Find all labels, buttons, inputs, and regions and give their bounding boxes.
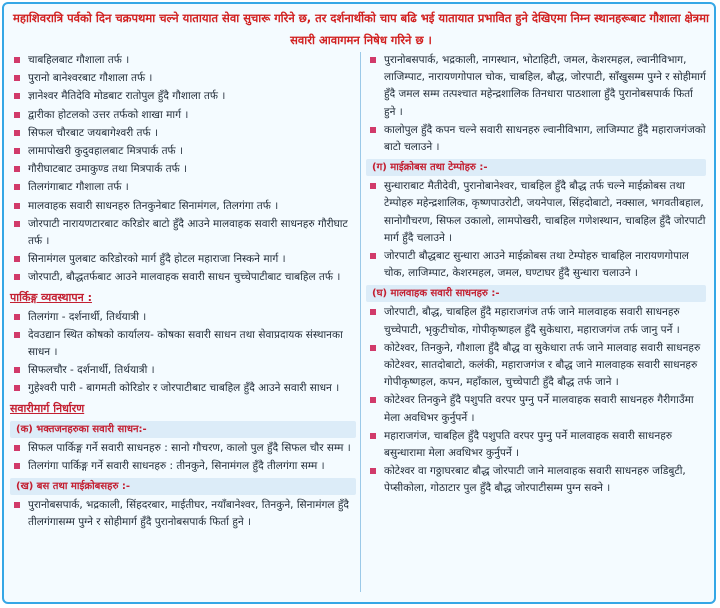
square-bullet-icon (370, 468, 376, 474)
list-item (366, 463, 706, 497)
square-bullet-icon (14, 203, 20, 209)
list-item-text: सिनामंगल पुलबाट करिडोरको मार्ग हुँदै होटल महाराजा निस्कने मार्ग । (28, 253, 286, 266)
list-item-text: जोरपाटी नारायणटारबाट करिडोर बाटो हुँदै आउने मालवाहक सवारी साधनहरु गौरीघाट तर्फ । (28, 217, 348, 248)
list-item (10, 251, 356, 268)
square-bullet-icon (370, 433, 376, 439)
square-bullet-icon (14, 93, 20, 99)
list-item (10, 161, 356, 178)
square-bullet-icon (14, 502, 20, 508)
microbus-bar: (ग) माईक्रोबस तथा टेम्पोहरु :- (366, 159, 706, 176)
list-item-text: जोरपाटी, बौद्धतर्फबाट आउने मालवाहक सवारी साधन चुच्चेपाटीबाट चाबहिल तर्फ । (28, 271, 341, 284)
list-item-text: सिफल चौरबाट जयबागेश्वरी तर्फ । (28, 126, 158, 139)
square-bullet-icon (14, 221, 20, 227)
list-item-text: गुहेश्वरी पारी - बागमती कोरिडोर र जोरपाटीबाट चाबहिल हुँदै आउने सवारी साधन । (28, 382, 340, 395)
list-item-text: देवउद्यान स्थित कोषको कार्यालय- कोषका सवारी साधन तथा सेवाप्रदायक संस्थानका साधन । (28, 328, 343, 359)
square-bullet-icon (370, 253, 376, 259)
list-item-text: गौरीघाटबाट उमाकुण्ड तथा मित्रपार्क तर्फ । (28, 163, 187, 176)
list-item (10, 497, 356, 531)
list-item-text: तिलगंगा पार्किङ्ग गर्ने सवारी साधनहरु : तीनकुने, सिनामंगल हुँदै तीलगंगा सम्म । (28, 459, 325, 472)
list-item (10, 198, 356, 215)
list-item (10, 88, 356, 105)
list-item-text: जोरपाटी बौद्धबाट सुन्धारा आउने माईक्रोबस तथा टेम्पोहरु चाबहिल नारायणगोपाल चोक, लाजिम्पाट, केशरमहल, जमल, घण्टाघर हुँदै सुन्धारा चलाउने । (384, 250, 689, 280)
square-bullet-icon (370, 345, 376, 351)
square-bullet-icon (370, 57, 376, 63)
list-item (366, 392, 706, 426)
list-item-text: द्वारीका होटलको उत्तर तर्फको शाखा मार्ग । (28, 108, 189, 121)
list-item (10, 380, 356, 397)
list-item-text: सुन्धाराबाट मैतीदेवी, पुरानोबानेश्वर, चाबहिल हुँदै बौद्ध तर्फ चल्ने माईक्रोबस तथा टेम्पोहरु महेन्द्रशालिक, कृष्णपाउरोटी, जयनेपाल, सिंहदोबाटो, नक्साल, भगवतीबहाल, सानोगौचरण, सिफल उकालो, लामपोखरी, चाबहिल गणेशस्थान, चाबहिल हुँदै जोरपाटी मार्ग हुँदै चलाउने । (384, 180, 706, 244)
square-bullet-icon (370, 309, 376, 315)
notice-title: महाशिवरात्रि पर्वको दिन चक्रपथमा चल्ने यातायात सेवा सुचारू गरिने छ, तर दर्शनार्थीको चाप बढि भई यातायात प्रभावित हुने देखिएमा निम्न स्थानहरूबाट गौशाला क्षेत्रमा सवारी आवागमन निषेध गरिने छ । (12, 11, 710, 47)
list-item (366, 178, 706, 247)
list-item-text: सिफल पार्किङ्ग गर्ने सवारी साधनहरु : सानो गौचरण, कालो पुल हुँदै सिफल चौर सम्म । (28, 441, 351, 454)
square-bullet-icon (14, 75, 20, 81)
bus-list (10, 497, 356, 531)
list-item (10, 107, 356, 124)
list-item-text: तिलगंगाबाट गौशाला तर्फ । (28, 181, 129, 194)
devotee-vehicles-bar: (क) भक्तजनहरुका सवारी साधन:- (10, 421, 356, 438)
list-item-text: महाराजगंज, चाबहिल हुँदै पशुपति वरपर पुग्नु पर्ने मालवाहक सवारी साधनहरु बसुन्धारामा मेला अवधिभर कुर्नुपर्ने । (384, 429, 673, 460)
list-item (10, 440, 356, 457)
square-bullet-icon (14, 385, 20, 391)
list-item-text: चाबहिलबाट गौशाला तर्फ । (28, 54, 130, 66)
square-bullet-icon (14, 112, 20, 118)
list-item (366, 340, 706, 392)
list-item (366, 248, 706, 282)
cargo-list (366, 304, 706, 497)
microbus-list (366, 178, 706, 282)
list-item (366, 304, 706, 338)
list-item-text: तिलगंगा - दर्शनार्थी, तिर्थयात्री । (28, 310, 147, 323)
square-bullet-icon (14, 332, 20, 338)
cargo-bar: (घ) मालवाहक सवारी साधनहरु :- (366, 285, 706, 302)
square-bullet-icon (14, 445, 20, 451)
list-item (10, 52, 356, 69)
list-item-text: कोटेश्वर, तिनकुने, गौशाला हुँदै बौद्ध वा सुकेधारा तर्फ जाने मालवाह सवारी साधनहरु कोटेश्वर, सातदोबाटो, कलंकी, महाराजगंज र बौद्ध जाने मालवाहक सवारी साधनहरु गोपीकृष्णहल, कपन, महाँकाल, चुच्चेपाटी हुँदै बौद्ध तर्फ जाने । (384, 341, 701, 389)
square-bullet-icon (370, 127, 376, 133)
list-item-text: पुरानोबसपार्क, भद्रकाली, नागस्थान, भोटाहिटी, जमल, केशरमहल, ल्वानीविभाग, लाजिम्पाट, नारायणगोपाल चोक, चाबहिल, बौद्ध, जोरपाटी, साँखुसम्म पुग्ने र सोहीमार्ग हुँदै जमल सम्म तत्पश्चात महेन्द्रशालिक तिनधारा पाठशाला हुँदै पुरानोबसपार्क फिर्ता हुने । (384, 54, 706, 118)
square-bullet-icon (14, 463, 20, 469)
bus-bar: (ख) बस तथा माईक्रोबसहरु :- (10, 478, 356, 495)
square-bullet-icon (14, 314, 20, 320)
parking-heading: पार्किङ्ग व्यवस्थापन : (10, 290, 92, 304)
square-bullet-icon (370, 397, 376, 403)
list-item-text: कालोपुल हुँदै कपन चल्ने सवारी साधनहरु ल्वानीविभाग, लाजिम्पाट हुँदै महाराजगंजको बाटो चलाउने । (384, 123, 706, 154)
devotee-vehicles-list (10, 440, 356, 475)
list-item (10, 179, 356, 196)
square-bullet-icon (14, 130, 20, 136)
list-item (366, 428, 706, 462)
square-bullet-icon (14, 148, 20, 154)
list-item-text: लामापोखरी कुदुवहालबाट मित्रपार्क तर्फ । (28, 145, 183, 158)
list-item (10, 269, 356, 286)
square-bullet-icon (14, 166, 20, 172)
square-bullet-icon (14, 274, 20, 280)
square-bullet-icon (14, 256, 20, 262)
list-item (10, 70, 356, 87)
list-item (10, 125, 356, 142)
square-bullet-icon (14, 367, 20, 373)
list-item-text: ज्ञानेश्वर मैतिदेवि मोडबाट रातोपुल हुँदै गौशाला तर्फ । (28, 90, 226, 103)
list-item-text: पुरानोबसपार्क, भद्रकाली, सिंहदरबार, माईतीघर, नयाँबानेश्वर, तिनकुने, सिनामंगल हुँदै तीलगंगासम्म पुग्ने र सोहीमार्ग हुँदै पुरानोबसपार्क फिर्ता हुने । (28, 499, 349, 529)
list-item (10, 458, 356, 475)
list-item (10, 216, 356, 250)
list-item-text: कोटेश्वर वा गठ्ठाघरबाट बौद्ध जोरपाटी जाने मालवाहक सवारी साधनहरु जडिबुटी, पेप्सीकोला, गोठाटार पुल हुँदै बौद्ध जोरपाटीसम्म पुग्न सक्ने । (384, 465, 686, 495)
restricted-routes-list (10, 52, 356, 287)
list-item (366, 122, 706, 156)
list-item (366, 52, 706, 121)
bus-route-list (366, 52, 706, 156)
column-divider (360, 52, 361, 592)
list-item-text: मालवाहक सवारी साधनहरु तिनकुनेबाट सिनामंगल, तिलगंगा तर्फ । (28, 199, 279, 212)
list-item-text: सिफलचौर - दर्शनार्थी, तिर्थयात्री । (28, 364, 155, 377)
square-bullet-icon (370, 183, 376, 189)
right-column (366, 52, 706, 499)
square-bullet-icon (14, 57, 20, 63)
list-item (10, 143, 356, 160)
list-item-text: पुरानो बानेश्वरबाट गौशाला तर्फ । (28, 72, 153, 85)
list-item (10, 327, 356, 361)
list-item-text: जोरपाटी, बौद्ध, चाबहिल हुँदै महाराजगंज तर्फ जाने मालवाहक सवारी साधनहरु चुच्चेपाटी, भृकुटीचोक, गोपीकृष्णहल हुँदै सुकेधारा, महाराजगंज तर्फ जानु पर्ने । (384, 306, 680, 336)
list-item (10, 362, 356, 379)
list-item-text: कोटेश्वर तिनकुने हुँदै पशुपति वरपर पुग्नु पर्ने मालवाहक सवारी साधनहरु गैरीगाउँमा मेला अवधिभर कुर्नुपर्ने । (384, 394, 694, 424)
left-column (10, 52, 356, 532)
parking-list (10, 309, 356, 398)
route-heading: सवारीमार्ग निर्धारण (10, 401, 85, 415)
square-bullet-icon (14, 184, 20, 190)
list-item (10, 309, 356, 326)
